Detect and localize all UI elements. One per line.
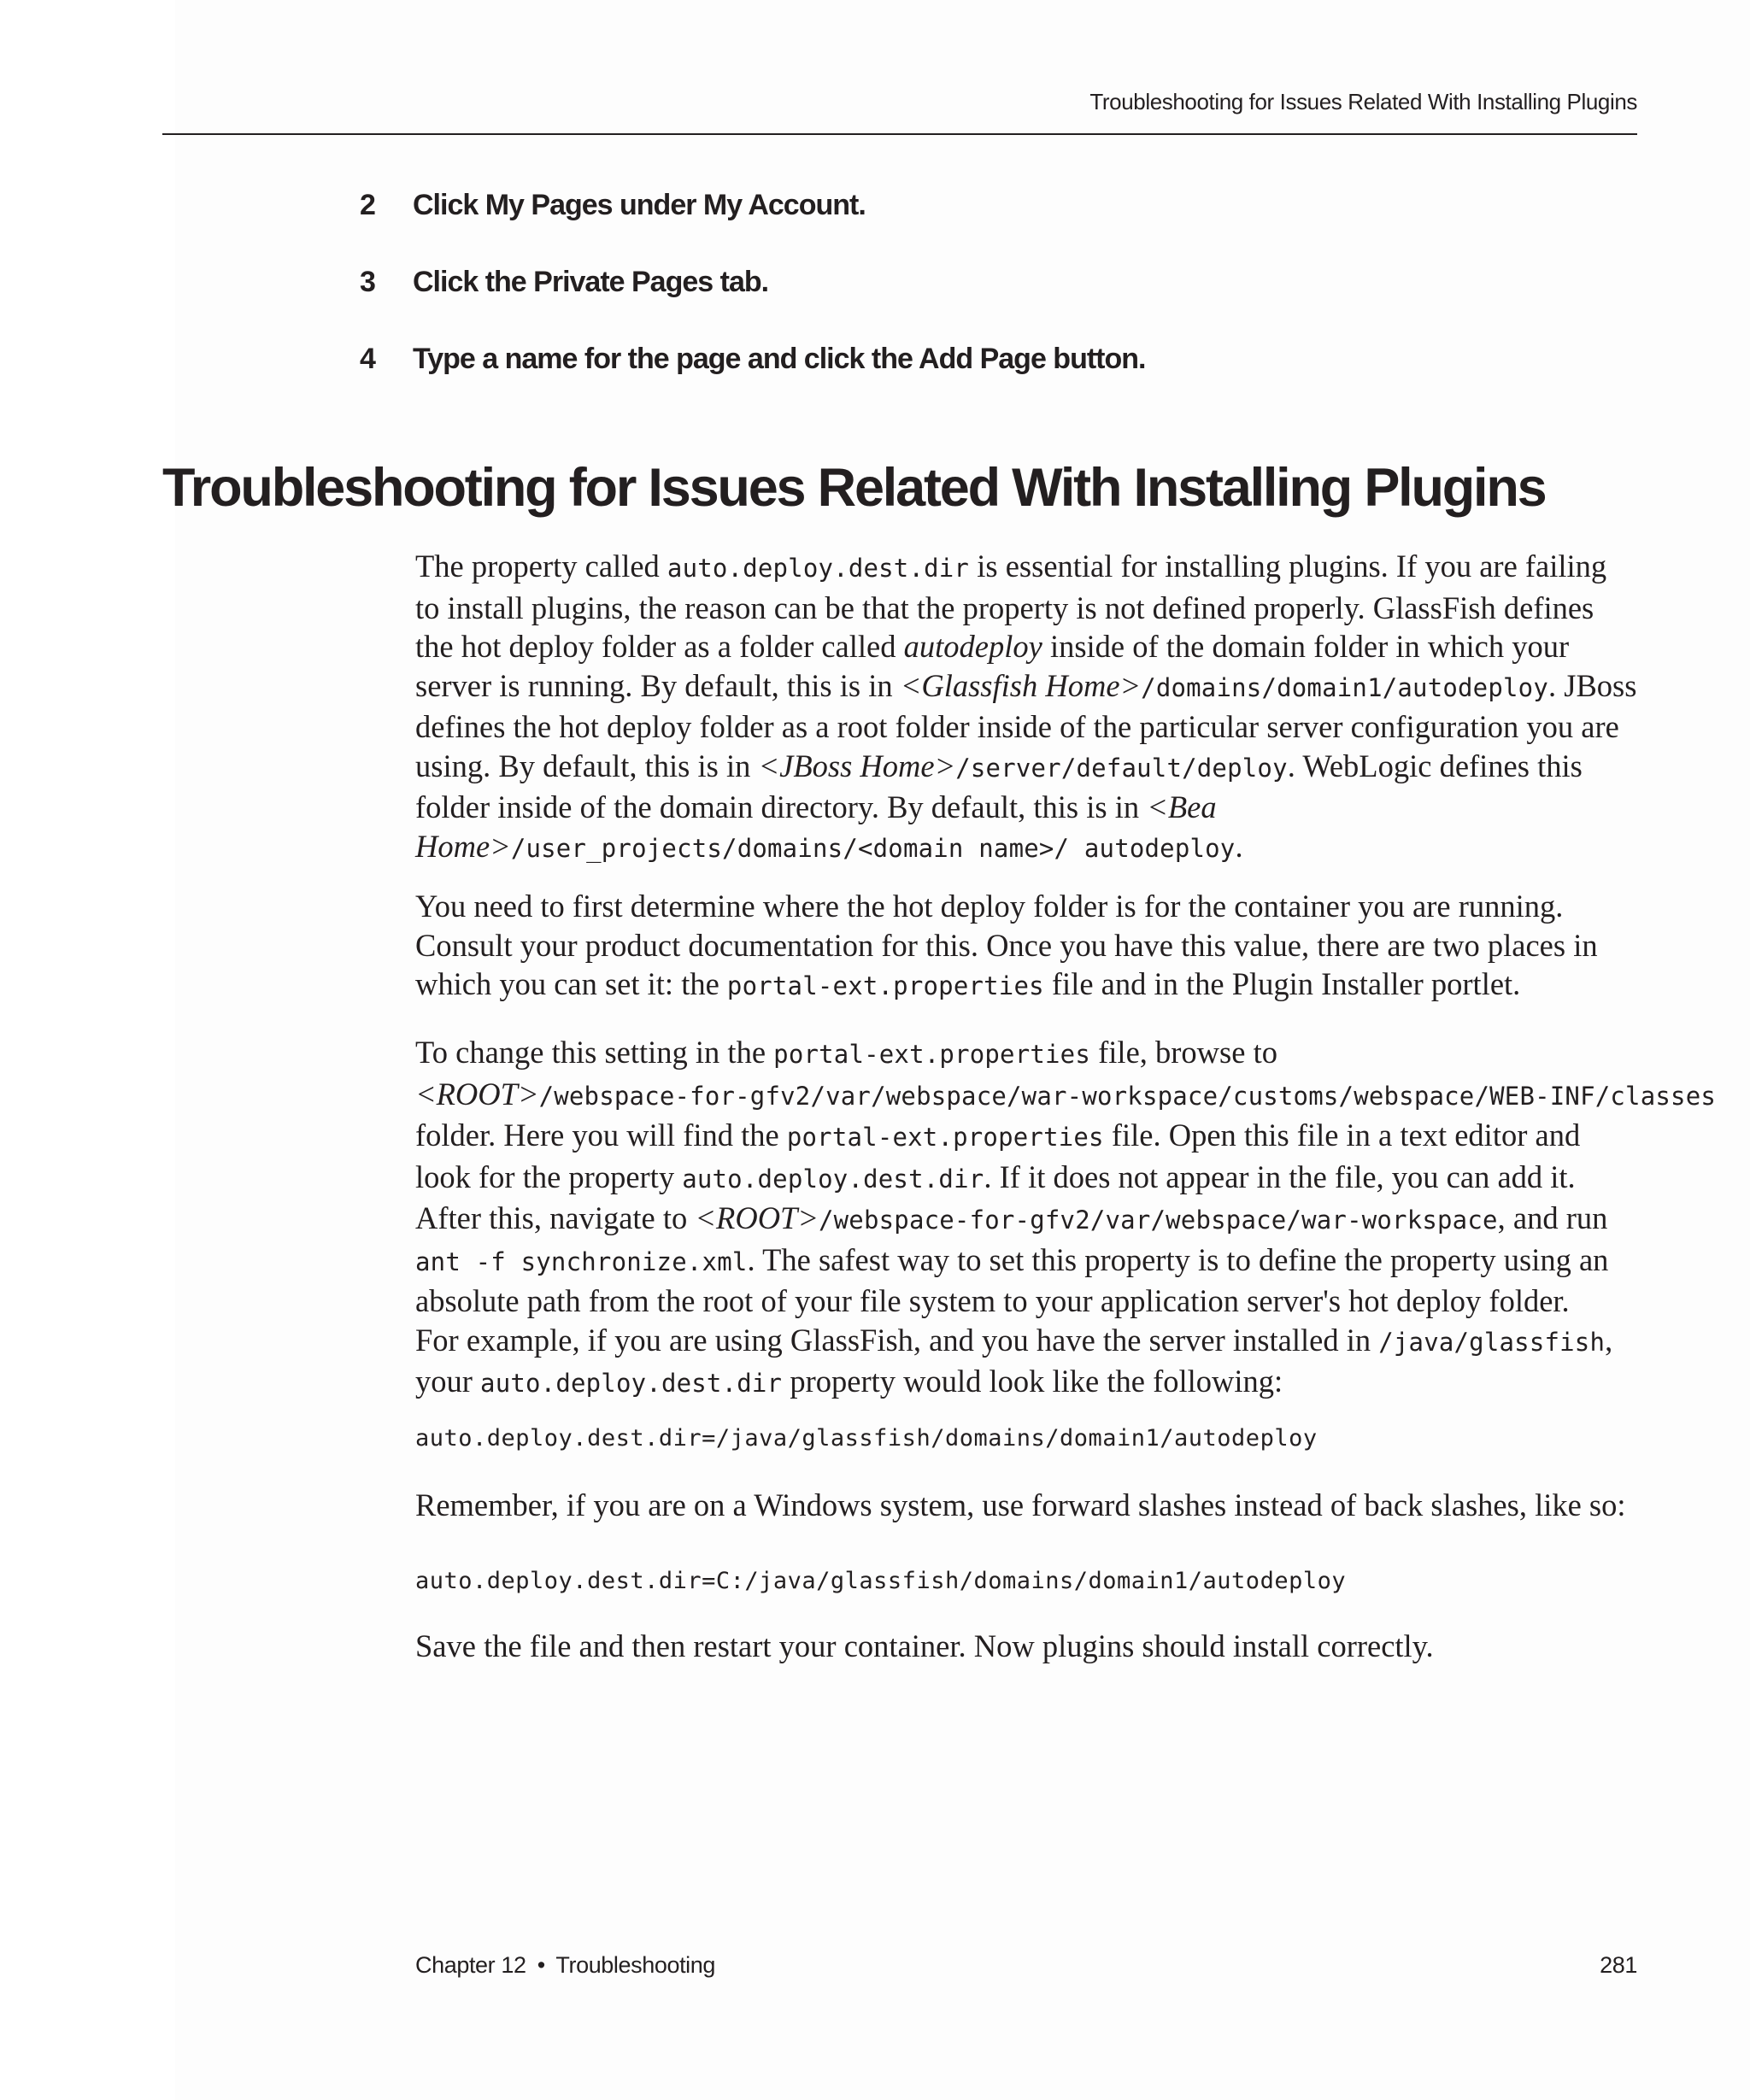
step-number: 2 xyxy=(360,189,375,221)
text-line: to install plugins, the reason can be that the property is not defined properly. GlassFish defines xyxy=(415,590,1594,625)
running-header: Troubleshooting for Issues Related With Installing Plugins xyxy=(1089,89,1637,114)
code-inline: portal-ext.properties xyxy=(726,971,1044,1000)
text-line: <ROOT>/webspace-for-gfv2/var/webspace/war-workspace/customs/webspace/WEB-INF/classes xyxy=(415,1076,1717,1112)
paragraph-determine-folder xyxy=(415,887,1598,1006)
step-number: 4 xyxy=(360,343,375,375)
code-inline: /server/default/deploy xyxy=(955,753,1288,783)
step-number: 3 xyxy=(360,266,375,298)
paragraph-windows-note xyxy=(415,1486,1626,1525)
code-inline: ant -f synchronize.xml xyxy=(415,1247,748,1276)
step-text: Click the Private Pages tab. xyxy=(413,266,769,298)
code-inline: /java/glassfish xyxy=(1378,1327,1606,1357)
text-line: For example, if you are using GlassFish, and you have the server installed in /java/glassfish, xyxy=(415,1322,1613,1358)
text-line: Save the file and then restart your container. Now plugins should install correctly. xyxy=(415,1628,1434,1663)
code-inline: /webspace-for-gfv2/var/webspace/war-workspace/customs/webspace/WEB-INF/classes xyxy=(538,1081,1717,1111)
page-number: 281 xyxy=(1600,1952,1637,1978)
footer-separator: • xyxy=(537,1952,545,1978)
step-text: Type a name for the page and click the Add Page button. xyxy=(413,343,1146,375)
step-text: Click My Pages under My Account. xyxy=(413,189,866,221)
code-inline: /user_projects/domains/<domain name>/ autodeploy xyxy=(510,833,1236,863)
text-line: After this, navigate to <ROOT>/webspace-for-gfv2/var/webspace/war-workspace, and run xyxy=(415,1200,1608,1235)
code-inline: auto.deploy.dest.dir xyxy=(480,1369,783,1398)
text-line: The property called auto.deploy.dest.dir is essential for installing plugins. If you are failing xyxy=(415,548,1607,584)
section-heading: Troubleshooting for Issues Related With Installing Plugins xyxy=(162,458,1546,518)
text-line: folder. Here you will find the portal-ext.properties file. Open this file in a text editor and xyxy=(415,1117,1581,1153)
text-line: ant -f synchronize.xml. The safest way to set this property is to define the property using an xyxy=(415,1241,1609,1277)
code-inline: /domains/domain1/autodeploy xyxy=(1141,672,1548,702)
text-line: To change this setting in the portal-ext.properties file, browse to xyxy=(415,1035,1277,1070)
code-inline: auto.deploy.dest.dir xyxy=(682,1164,984,1194)
text-line: which you can set it: the portal-ext.properties file and in the Plugin Installer portlet. xyxy=(415,966,1521,1001)
text-line: using. By default, this is in <JBoss Home>/server/default/deploy. WebLogic defines this xyxy=(415,748,1583,783)
text-line: absolute path from the root of your file system to your application server's hot deploy folder. xyxy=(415,1283,1570,1318)
paragraph-restart xyxy=(415,1627,1434,1666)
text-line: folder inside of the domain directory. By default, this is in <Bea xyxy=(415,789,1217,824)
footer-chapter xyxy=(415,1952,715,1979)
text-line: look for the property auto.deploy.dest.dir. If it does not appear in the file, you can add it. xyxy=(415,1159,1576,1194)
text-line: the hot deploy folder as a folder called autodeploy inside of the domain folder in which your xyxy=(415,629,1570,664)
text-line: server is running. By default, this is in <Glassfish Home>/domains/domain1/autodeploy. JBoss xyxy=(415,667,1637,703)
paragraph-auto-deploy-intro xyxy=(415,547,1636,868)
text-line: Home>/user_projects/domains/<domain name>/ autodeploy. xyxy=(415,828,1243,864)
code-example-unix: auto.deploy.dest.dir=/java/glassfish/domains/domain1/autodeploy xyxy=(415,1425,1318,1452)
footer-chapter-number: Chapter 12 xyxy=(415,1952,526,1978)
text-line: Consult your product documentation for this. Once you have this value, there are two places in xyxy=(415,927,1598,963)
footer-chapter-title: Troubleshooting xyxy=(555,1952,716,1978)
code-inline: portal-ext.properties xyxy=(773,1040,1091,1069)
header-rule xyxy=(162,133,1637,135)
code-example-windows: auto.deploy.dest.dir=C:/java/glassfish/domains/domain1/autodeploy xyxy=(415,1568,1347,1594)
text-line: your auto.deploy.dest.dir property would look like the following: xyxy=(415,1364,1283,1399)
text-line: You need to first determine where the hot deploy folder is for the container you are running. xyxy=(415,889,1564,924)
code-inline: /webspace-for-gfv2/var/webspace/war-workspace xyxy=(818,1205,1498,1235)
paragraph-change-setting xyxy=(415,1033,1716,1404)
code-inline: auto.deploy.dest.dir xyxy=(667,554,970,583)
code-inline: portal-ext.properties xyxy=(786,1123,1104,1152)
text-line: defines the hot deploy folder as a root folder inside of the particular server configuration you are xyxy=(415,709,1619,744)
text-line: Remember, if you are on a Windows system, use forward slashes instead of back slashes, like so: xyxy=(415,1487,1626,1522)
